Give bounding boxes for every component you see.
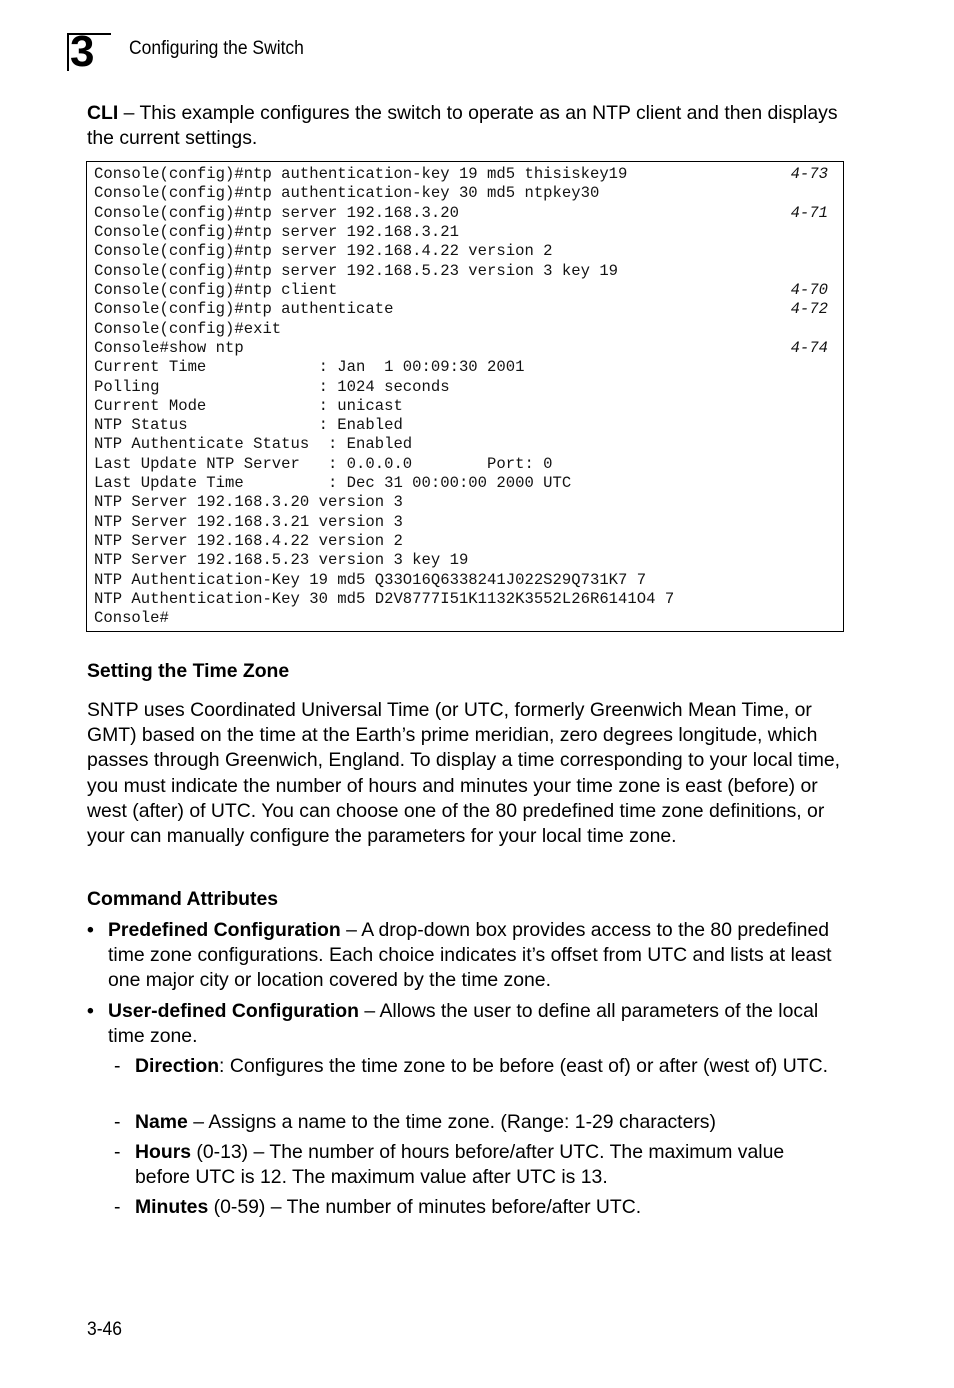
code-page-reference: 4-72 — [790, 300, 828, 319]
intro-paragraph — [87, 101, 847, 151]
code-line: Console(config)#ntp authenticate — [94, 300, 394, 319]
code-line: Console(config)#ntp authentication-key 19 md5 thisiskey19 — [94, 165, 628, 183]
code-page-reference: 4-71 — [790, 203, 828, 222]
bullet-term: Predefined Configuration — [108, 919, 341, 941]
sub-item-text: (0-13) – The number of hours before/after UTC. The maximum value before UTC is 12. The maximum value after UTC is 13. — [135, 1141, 785, 1189]
sub-item — [114, 1054, 844, 1079]
code-line: Console(config)#ntp authentication-key 30 md5 ntpkey30 — [94, 184, 600, 203]
code-line: Current Mode : unicast — [94, 396, 403, 415]
code-line: Polling : 1024 seconds — [94, 377, 450, 396]
code-page-reference: 4-73 — [790, 165, 828, 183]
page-number: 3-46 — [87, 1319, 122, 1340]
section-heading: Setting the Time Zone — [87, 660, 290, 682]
code-line: Current Time : Jan 1 00:09:30 2001 — [94, 358, 525, 377]
code-line: Console(config)#ntp server 192.168.5.23 version 3 key 19 — [94, 261, 619, 280]
code-line: NTP Authenticate Status : Enabled — [94, 435, 413, 454]
code-page-reference: 4-74 — [790, 338, 828, 357]
sub-item — [114, 1110, 844, 1135]
code-line: Last Update Time : Dec 31 00:00:00 2000 UTC — [94, 474, 572, 493]
sub-item — [114, 1140, 844, 1190]
cli-code-block — [86, 161, 844, 632]
intro-lead: CLI — [87, 102, 119, 124]
code-line: NTP Server 192.168.5.23 version 3 key 19 — [94, 551, 469, 570]
code-line: Console(config)#exit — [94, 319, 282, 338]
section-paragraph: SNTP uses Coordinated Universal Time (or UTC, formerly Greenwich Mean Time, or GMT) based on the time at the Earth’s prime meridian, zero degrees longitude, which passes through Greenwich, England. To display a time corresponding to your local time, you must indicate the number of hours and minutes your time zone is east (before) or west (after) of UTC. You can choose one of the 80 predefined time zone definitions, or your can manually configure the parameters for your local time zone. — [87, 699, 841, 848]
code-page-reference: 4-70 — [790, 280, 828, 299]
sub-item-dash: - — [114, 1055, 121, 1077]
bullet-text: – A drop-down box provides access to the 80 predefined time zone configurations. Each choice indicates it’s offset from UTC and lists at least one major city or location covered by the time zone. — [108, 919, 832, 992]
sub-item — [114, 1195, 844, 1220]
bullet-item — [87, 918, 847, 994]
chapter-number: 3 — [70, 27, 94, 76]
code-line: NTP Authentication-Key 30 md5 D2V8777I51K1132K3552L26R6141O4 7 — [94, 590, 675, 609]
code-line: Console(config)#ntp client — [94, 280, 338, 299]
sub-item-term: Direction — [135, 1055, 220, 1077]
code-line: Console(config)#ntp server 192.168.3.20 — [94, 203, 459, 222]
sub-item-term: Minutes — [135, 1196, 209, 1218]
sub-item-dash: - — [114, 1111, 121, 1133]
sub-item-term: Hours — [135, 1141, 192, 1163]
sub-item-dash: - — [114, 1196, 121, 1218]
code-line: NTP Server 192.168.4.22 version 2 — [94, 532, 403, 551]
code-line: NTP Server 192.168.3.20 version 3 — [94, 493, 403, 512]
code-line: Console(config)#ntp server 192.168.4.22 version 2 — [94, 242, 553, 261]
sub-item-text: : Configures the time zone to be before (east of) or after (west of) UTC. — [219, 1055, 828, 1077]
bullet-mark: • — [87, 919, 94, 941]
code-line: NTP Status : Enabled — [94, 416, 403, 435]
intro-text: – This example configures the switch to operate as an NTP client and then displays the current settings. — [87, 102, 838, 150]
attributes-heading: Command Attributes — [87, 888, 279, 910]
code-line: NTP Server 192.168.3.21 version 3 — [94, 512, 403, 531]
bullet-item — [87, 999, 847, 1049]
sub-item-text: (0-59) – The number of minutes before/after UTC. — [208, 1196, 642, 1218]
bullet-mark: • — [87, 1000, 94, 1022]
code-line: Console(config)#ntp server 192.168.3.21 — [94, 222, 459, 241]
sub-item-text: – Assigns a name to the time zone. (Range: 1-29 characters) — [187, 1111, 716, 1133]
code-line: NTP Authentication-Key 19 md5 Q33O16Q6338241J022S29Q731K7 7 — [94, 570, 647, 589]
running-header-title: Configuring the Switch — [129, 38, 304, 59]
code-line: Console#show ntp — [94, 338, 244, 357]
sub-item-term: Name — [135, 1111, 188, 1133]
sub-item-dash: - — [114, 1141, 121, 1163]
code-line: Console# — [94, 609, 169, 628]
code-line: Last Update NTP Server : 0.0.0.0 Port: 0 — [94, 454, 553, 473]
bullet-term: User-defined Configuration — [108, 1000, 359, 1022]
bullet-text: – Allows the user to define all parameters of the local time zone. — [108, 1000, 819, 1048]
